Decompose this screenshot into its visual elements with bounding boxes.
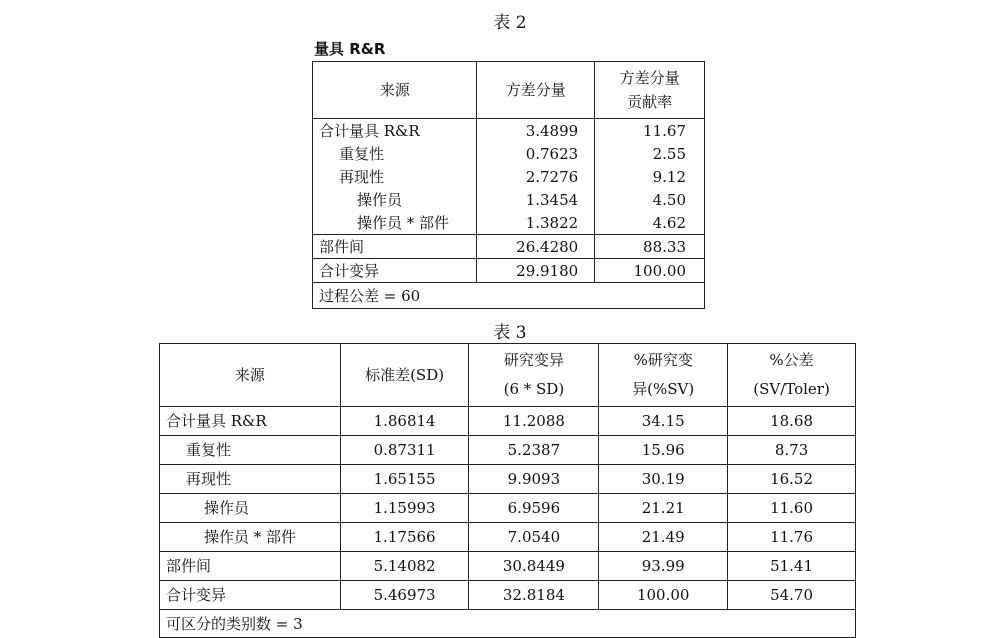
row-source: 部件间 [160,552,341,581]
header-study-variation [469,344,599,407]
row-source: 重复性 [313,142,477,165]
row-source: 合计变异 [160,581,341,610]
table-row [160,494,856,523]
table-row [313,165,705,188]
row-std-dev: 5.46973 [340,581,469,610]
table-row [313,119,705,143]
row-contribution: 11.67 [595,119,705,143]
row-percent-tolerance: 54.70 [728,581,856,610]
row-variance: 3.4899 [477,119,595,143]
row-contribution: 2.55 [595,142,705,165]
table-row [313,259,705,283]
row-std-dev: 5.14082 [340,552,469,581]
row-percent-tolerance: 51.41 [728,552,856,581]
table-row [313,211,705,235]
header-contribution-line1: 方差分量 [619,69,680,87]
header-percent-study-variation [599,344,728,407]
row-variance: 0.7623 [477,142,595,165]
row-percent-study-variation: 30.19 [599,465,728,494]
header-variance-component: 方差分量 [477,62,595,119]
row-source: 操作员 [160,494,341,523]
row-percent-tolerance: 11.76 [728,523,856,552]
row-source: 再现性 [313,165,477,188]
gage-rr-study-variation-table [159,343,856,638]
row-percent-study-variation: 21.49 [599,523,728,552]
row-std-dev: 1.15993 [340,494,469,523]
header-percent-tolerance-line1: %公差 [769,351,814,369]
header-percent-study-variation-line2: 异(%SV) [632,380,695,398]
header-std-dev: 标准差(SD) [340,344,469,407]
table-row [160,407,856,436]
row-source: 部件间 [313,235,477,259]
header-study-variation-line1: 研究变异 [503,351,564,369]
header-source: 来源 [313,62,477,119]
row-std-dev: 1.86814 [340,407,469,436]
row-study-variation: 32.8184 [469,581,599,610]
row-percent-tolerance: 11.60 [728,494,856,523]
table-row [160,552,856,581]
row-source: 合计变异 [313,259,477,283]
row-source: 合计量具 R&R [313,119,477,143]
header-contribution-line2: 贡献率 [627,93,673,111]
row-std-dev: 0.87311 [340,436,469,465]
row-contribution: 100.00 [595,259,705,283]
row-variance: 29.9180 [477,259,595,283]
row-study-variation: 11.2088 [469,407,599,436]
header-contribution [595,62,705,119]
row-percent-study-variation: 21.21 [599,494,728,523]
row-percent-tolerance: 8.73 [728,436,856,465]
header-percent-tolerance [728,344,856,407]
gage-rr-variance-table [312,61,705,309]
row-contribution: 88.33 [595,235,705,259]
row-source: 再现性 [160,465,341,494]
row-contribution: 4.50 [595,188,705,211]
table2-caption: 表 2 [493,13,527,33]
row-contribution: 9.12 [595,165,705,188]
table-row [313,142,705,165]
row-study-variation: 5.2387 [469,436,599,465]
row-percent-study-variation: 34.15 [599,407,728,436]
row-source: 重复性 [160,436,341,465]
row-study-variation: 6.9596 [469,494,599,523]
row-study-variation: 9.9093 [469,465,599,494]
row-source: 操作员 * 部件 [313,211,477,235]
row-percent-tolerance: 16.52 [728,465,856,494]
table-row [313,235,705,259]
table-header-row [160,344,856,407]
header-study-variation-line2: (6 * SD) [503,380,565,398]
row-std-dev: 1.65155 [340,465,469,494]
table-footer-row [160,610,856,638]
header-percent-study-variation-line1: %研究变 [633,351,693,369]
header-percent-tolerance-line2: (SV/Toler) [753,380,830,398]
table-header-row [313,62,705,119]
row-percent-study-variation: 100.00 [599,581,728,610]
row-variance: 1.3822 [477,211,595,235]
row-variance: 2.7276 [477,165,595,188]
row-percent-study-variation: 15.96 [599,436,728,465]
table-row [160,436,856,465]
table3-caption: 表 3 [493,323,527,343]
row-std-dev: 1.17566 [340,523,469,552]
header-source: 来源 [160,344,341,407]
process-tolerance-note: 过程公差 = 60 [313,283,705,309]
row-contribution: 4.62 [595,211,705,235]
table-row [160,581,856,610]
distinct-categories-note: 可区分的类别数 = 3 [160,610,856,638]
table2-subtitle: 量具 R&R [314,40,386,58]
row-percent-tolerance: 18.68 [728,407,856,436]
row-source: 操作员 [313,188,477,211]
table-row [160,523,856,552]
row-source: 合计量具 R&R [160,407,341,436]
row-source: 操作员 * 部件 [160,523,341,552]
row-percent-study-variation: 93.99 [599,552,728,581]
row-variance: 1.3454 [477,188,595,211]
row-study-variation: 7.0540 [469,523,599,552]
row-variance: 26.4280 [477,235,595,259]
table-footer-row [313,283,705,309]
row-study-variation: 30.8449 [469,552,599,581]
table-row [160,465,856,494]
table-row [313,188,705,211]
